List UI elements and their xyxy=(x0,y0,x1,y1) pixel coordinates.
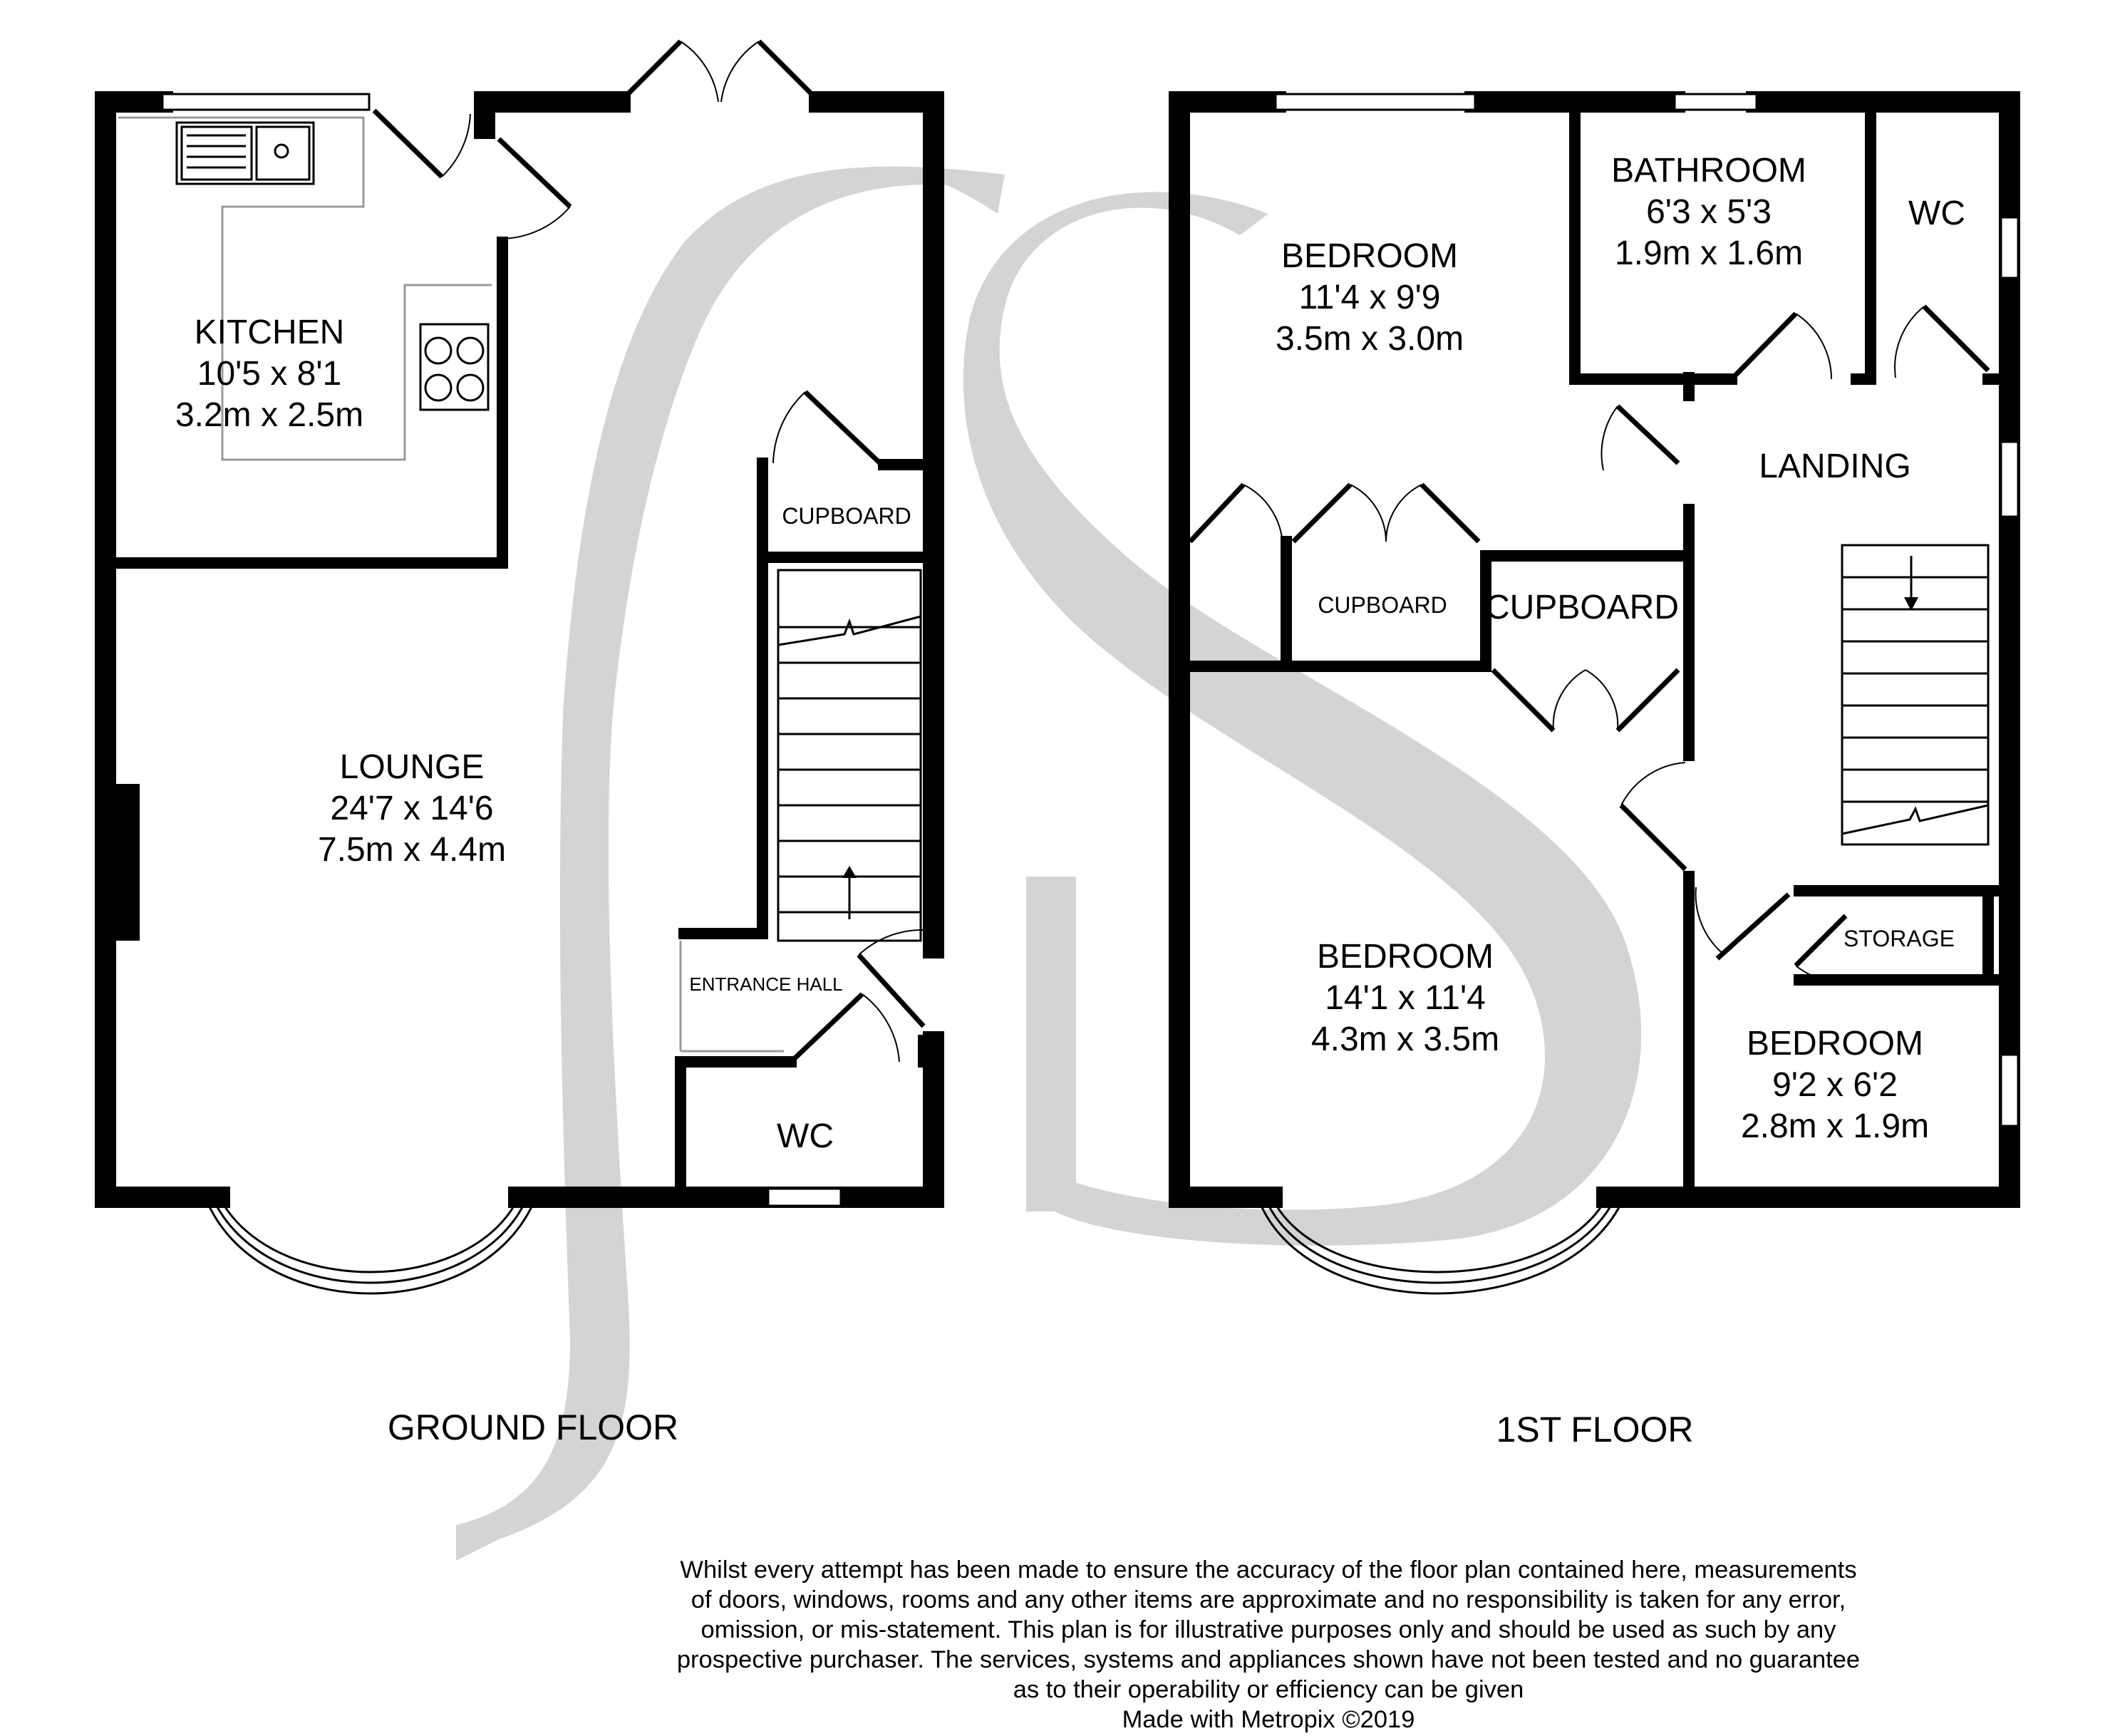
landing-window xyxy=(2001,442,2018,517)
bathroom-metric: 1.9m x 1.6m xyxy=(1614,234,1804,272)
kitchen-imperial: 10'5 x 8'1 xyxy=(197,355,342,393)
bedroom-2-door xyxy=(1621,805,1685,869)
french-door-right xyxy=(759,41,819,102)
bedroom-2-metric: 4.3m x 3.5m xyxy=(1310,1021,1500,1058)
landing-name: LANDING xyxy=(1759,448,1911,485)
bedroom-3-door xyxy=(1717,894,1789,959)
bathroom-door xyxy=(1732,314,1796,379)
bedroom-3-imperial: 9'2 x 6'2 xyxy=(1772,1066,1898,1104)
cupboard-door-3-right xyxy=(1618,670,1678,730)
entrance-hall-name: ENTRANCE HALL xyxy=(689,973,843,995)
disclaimer-line: Whilst every attempt has been made to ensure the accuracy of the floor plan contained here, measurements xyxy=(680,1556,1857,1583)
bedroom-2-imperial: 14'1 x 11'4 xyxy=(1325,979,1486,1017)
kitchen-window xyxy=(162,94,369,110)
hall-divider xyxy=(681,941,784,1051)
kitchen-door xyxy=(374,110,442,177)
wc-window xyxy=(768,1189,841,1206)
bedroom-1-door xyxy=(1618,406,1678,463)
bathroom-window xyxy=(1675,94,1757,110)
bathroom-imperial: 6'3 x 5'3 xyxy=(1646,193,1772,231)
wc-wall xyxy=(681,1062,791,1187)
sink-icon xyxy=(177,123,314,184)
cupboard-2-name: CUPBOARD xyxy=(1484,589,1680,626)
ground-floor-label: GROUND FLOOR xyxy=(387,1407,679,1447)
first-stairs xyxy=(1842,545,1988,844)
cupboard-door-2-left xyxy=(1293,485,1350,542)
kitchen-metric: 3.2m x 2.5m xyxy=(175,396,364,434)
storage-door xyxy=(1796,916,1846,966)
cupboard-wall xyxy=(684,463,762,934)
lounge-bay-window xyxy=(205,1197,536,1293)
cupboard-door-3-left xyxy=(1493,670,1553,730)
front-bedroom-window xyxy=(1276,94,1475,110)
disclaimer-line: prospective purchaser. The services, systems and appliances shown have not been tested and no guarantee xyxy=(676,1646,1861,1673)
first-floor-label: 1ST FLOOR xyxy=(1496,1410,1694,1450)
cupboard-1-name: CUPBOARD xyxy=(1318,592,1447,618)
disclaimer-line: omission, or mis-statement. This plan is for illustrative purposes only and should be used as such by any xyxy=(700,1616,1836,1643)
kitchen-name: KITCHEN xyxy=(194,314,345,351)
back-door xyxy=(499,139,570,207)
bedroom-3-window xyxy=(2001,1055,2018,1126)
ground-floor-plan xyxy=(105,41,934,1447)
bathroom-name: BATHROOM xyxy=(1611,152,1806,190)
cupboard-door-1-left xyxy=(1190,485,1243,542)
storage-name: STORAGE xyxy=(1843,926,1955,951)
bedroom-3-metric: 2.8m x 1.9m xyxy=(1740,1107,1930,1145)
french-door-left xyxy=(620,41,681,102)
metropix-credit: Made with Metropix ©2019 xyxy=(1122,1706,1415,1733)
disclaimer-line: of doors, windows, rooms and any other items are approximate and no responsibility is taken for any error, xyxy=(691,1586,1846,1613)
bedroom-2-name: BEDROOM xyxy=(1316,938,1494,976)
ground-stairs xyxy=(778,570,921,941)
ground-wc-name: WC xyxy=(777,1117,834,1155)
bedroom-1-imperial: 11'4 x 9'9 xyxy=(1298,279,1441,316)
disclaimer-line: as to their operability or efficiency can be given xyxy=(1013,1676,1524,1703)
wc-door-first xyxy=(1924,306,1988,371)
watermark-logo xyxy=(456,167,1641,1561)
front-door xyxy=(859,955,924,1026)
cupboard-door xyxy=(805,392,880,463)
bedroom-1-name: BEDROOM xyxy=(1281,237,1459,275)
bedroom-3-name: BEDROOM xyxy=(1746,1025,1924,1063)
disclaimer xyxy=(584,1555,1953,1735)
ground-outer-wall xyxy=(105,102,934,1197)
lounge-imperial: 24'7 x 14'6 xyxy=(330,790,494,827)
cupboard-door-2-right xyxy=(1422,485,1479,542)
lounge-name: LOUNGE xyxy=(339,748,485,786)
wc-side-window xyxy=(2001,217,2018,278)
lounge-metric: 7.5m x 4.4m xyxy=(317,831,507,869)
wc-door xyxy=(791,994,862,1062)
first-wc-name: WC xyxy=(1908,195,1965,232)
chimney-breast xyxy=(115,784,140,941)
ground-cupboard-name: CUPBOARD xyxy=(782,503,911,529)
bedroom-1-metric: 3.5m x 3.0m xyxy=(1275,320,1464,358)
